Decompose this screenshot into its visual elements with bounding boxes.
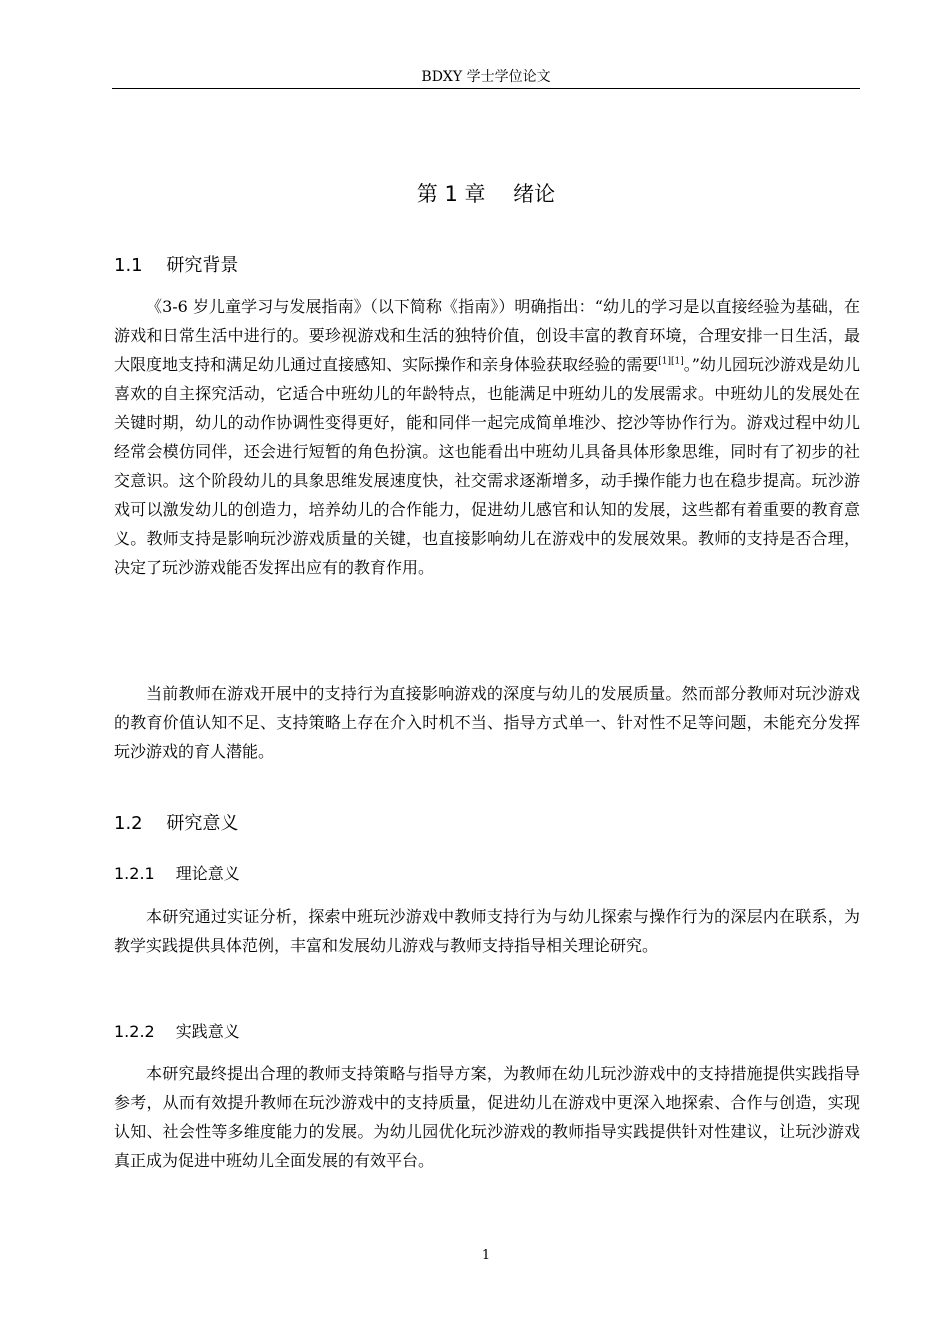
- header-rule: [112, 88, 860, 89]
- page-number: 1: [481, 1248, 491, 1263]
- paragraph-text: 。”幼儿园玩沙游戏是幼儿喜欢的自主探究活动，它适合中班幼儿的年龄特点，也能满足中班幼儿的发展需求。中班幼儿的发展处在关键时期，幼儿的动作协调性变得更好，能和同伴一起完成简单堆沙、挖沙等协作行为。游戏过程中幼儿经常会模仿同伴，还会进行短暂的角色扮演。这也能看出中班幼儿具备具体形象思维，同时有了初步的社交意识。这个阶段幼儿的具象思维发展速度快，社交需求逐渐增多，动手操作能力也在稳步提高。玩沙游戏可以激发幼儿的创造力，培养幼儿的合作能力，促进幼儿感官和认知的发展，这些都有着重要的教育意义。教师支持是影响玩沙游戏质量的关键，也直接影响幼儿在游戏中的发展效果。教师的支持是否合理，决定了玩沙游戏能否发挥出应有的教育作用。: [114, 355, 860, 577]
- paragraph-practical-significance: 本研究最终提出合理的教师支持策略与指导方案，为教师在幼儿玩沙游戏中的支持措施提供实践指导参考，从而有效提升教师在玩沙游戏中的支持质量，促进幼儿在游戏中更深入地探索、合作与创造，实现认知、社会性等多维度能力的发展。为幼儿园优化玩沙游戏的教师指导实践提供针对性建议，让玩沙游戏真正成为促进中班幼儿全面发展的有效平台。: [114, 1064, 860, 1170]
- section-heading-1-1: 1.1 研究背景: [114, 255, 239, 276]
- subsection-heading-1-2-2: 1.2.2 实践意义: [114, 1022, 240, 1041]
- subsection-heading-1-2-1: 1.2.1 理论意义: [114, 864, 240, 883]
- paragraph-text: 《3-6 岁儿童学习与发展指南》（以下简称《指南》）明确指出：“幼儿的学习是以直接经验为基础，在游戏和日常生活中进行的。要珍视游戏和生活的独特价值，创设丰富的教育环境，合理安排一日生活，最大限度地支持和满足幼儿通过直接感知、实际操作和亲身体验获取经验的需要: [114, 297, 860, 374]
- citation-marker: [1][1]: [658, 356, 684, 367]
- chapter-title: 第 1 章 绪论: [416, 182, 556, 206]
- section-heading-1-2: 1.2 研究意义: [114, 813, 239, 834]
- paragraph-theoretical-significance: 本研究通过实证分析，探索中班玩沙游戏中教师支持行为与幼儿探索与操作行为的深层内在联系，为教学实践提供具体范例，丰富和发展幼儿游戏与教师支持指导相关理论研究。: [114, 907, 860, 955]
- paragraph-background-1: [114, 292, 860, 582]
- paragraph-background-2: 当前教师在游戏开展中的支持行为直接影响游戏的深度与幼儿的发展质量。然而部分教师对玩沙游戏的教育价值认知不足、支持策略上存在介入时机不当、指导方式单一、针对性不足等问题，未能充分发挥玩沙游戏的育人潜能。: [114, 684, 860, 761]
- running-header: BDXY 学士学位论文: [421, 69, 551, 85]
